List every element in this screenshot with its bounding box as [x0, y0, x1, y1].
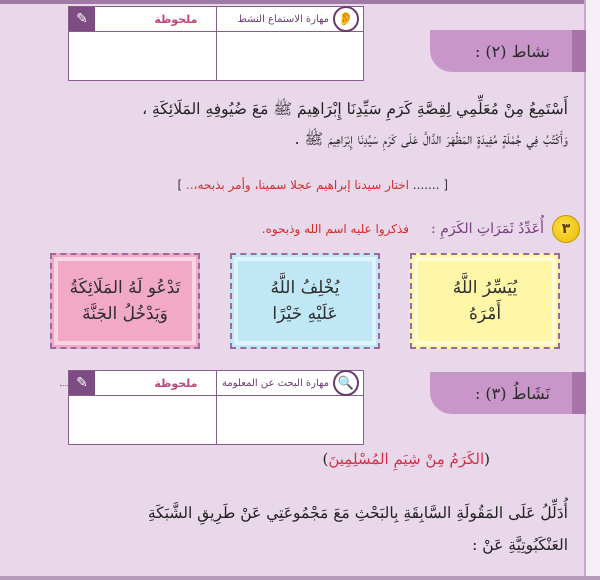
hint-close: ]: [177, 178, 183, 192]
activity-3-subtitle: [322, 450, 490, 468]
fruit-card-1: [410, 253, 560, 349]
subtitle-open: (: [484, 450, 490, 468]
card-1-line-1: يُيَسِّرُ اللَّهُ: [452, 278, 518, 298]
card-2-line-1: يُخْلِفُ اللَّهُ: [270, 278, 340, 298]
activity-2-title: نشاط (٢) :: [474, 41, 550, 61]
pencil-icon: ✎: [69, 371, 95, 395]
note-label: ملحوظة: [154, 12, 198, 26]
note-cell: [69, 371, 217, 395]
activity-2-hint: [178, 178, 448, 192]
card-3-line-2: وَيَدْخُلُ الجَنَّةَ: [82, 304, 168, 324]
activity-3-line-1: أُدَلِّلُ عَلَى المَقُولَةِ السَّابِقَةِ بِالبَحْثِ مَعَ مَجْمُوعَتِي عَنْ طَرِيقِ الشَّبَكَةِ: [147, 504, 568, 522]
subtitle-text: الكَرَمُ مِنْ شِيَمِ المُسْلِمِينَ: [328, 450, 485, 468]
question-3-answer: فذكروا عليه اسم الله وذبحوه.: [261, 222, 410, 236]
subtitle-close: ): [322, 450, 329, 468]
activity-3-banner: [430, 372, 580, 414]
ear-icon: 👂: [333, 6, 359, 32]
activity-2-line-2: وَأَكْتُبُ فِي جُمْلَةٍ مُفِيدَةٍ المَظْهَرَ الدَّالَّ عَلَى كَرَمِ سَيِّدِنَا إِبْرَاهِيمَ ﷺ .: [294, 130, 568, 148]
fruit-card-3: [50, 253, 200, 349]
pencil-icon: ✎: [69, 7, 95, 31]
top-border: [0, 0, 600, 4]
note-table-header: [69, 371, 363, 396]
card-1-line-2: أَمْرَهُ: [468, 304, 502, 324]
question-number-badge: ٣: [552, 215, 580, 243]
note-answer-box[interactable]: [69, 32, 217, 80]
activity-2-instructions: [28, 94, 568, 154]
fruit-card-2: [230, 253, 380, 349]
note-table-header: [69, 7, 363, 32]
bottom-border: [0, 576, 600, 580]
card-2-line-2: عَلَيْهِ خَيْرًا: [272, 304, 338, 324]
card-3-line-1: تَدْعُو لَهُ المَلَائِكَةُ: [69, 278, 181, 298]
note-answer-box[interactable]: [69, 396, 217, 444]
skill-cell: [217, 7, 364, 31]
note-cell: [69, 7, 217, 31]
activity-2-banner: [430, 30, 580, 72]
activity-3-instructions: [28, 497, 568, 561]
right-margin: [584, 0, 600, 580]
activity-3-title: نَشَاطُ (٣) :: [474, 383, 550, 403]
skill-answer-box[interactable]: [217, 396, 364, 444]
skill-label: مهارة الاستماع النشط: [237, 13, 329, 25]
question-3-text: أُعَدِّدُ ثَمَرَاتِ الكَرَمِ :: [431, 221, 544, 237]
question-3: [262, 215, 580, 243]
skill-label: مهارة البحث عن المعلومة: [222, 377, 329, 389]
skill-answer-box[interactable]: [217, 32, 364, 80]
note-table-research: [68, 370, 364, 445]
skill-cell: [217, 371, 364, 395]
magnifier-icon: 🔍: [333, 370, 359, 396]
hint-answer: اختار سيدنا إبراهيم عجلا سمينا، وأمر بذبحه،..: [186, 178, 409, 192]
fruits-cards: [50, 253, 560, 349]
activity-2-line-1: أَسْتَمِعُ مِنْ مُعَلِّمِي لِقِصَّةِ كَرَمِ سَيِّدِنَا إِبْرَاهِيمَ ﷺ مَعَ ضُيُوفِهِ المَلَائِكَةِ ،: [142, 100, 568, 118]
hint-open: [ .......: [412, 178, 448, 192]
note-table-listening: [68, 6, 364, 81]
note-label: ملحوظة: [154, 376, 198, 390]
activity-3-line-2: العَنْكَبُوتِيَّةِ عَنْ :: [472, 536, 568, 554]
